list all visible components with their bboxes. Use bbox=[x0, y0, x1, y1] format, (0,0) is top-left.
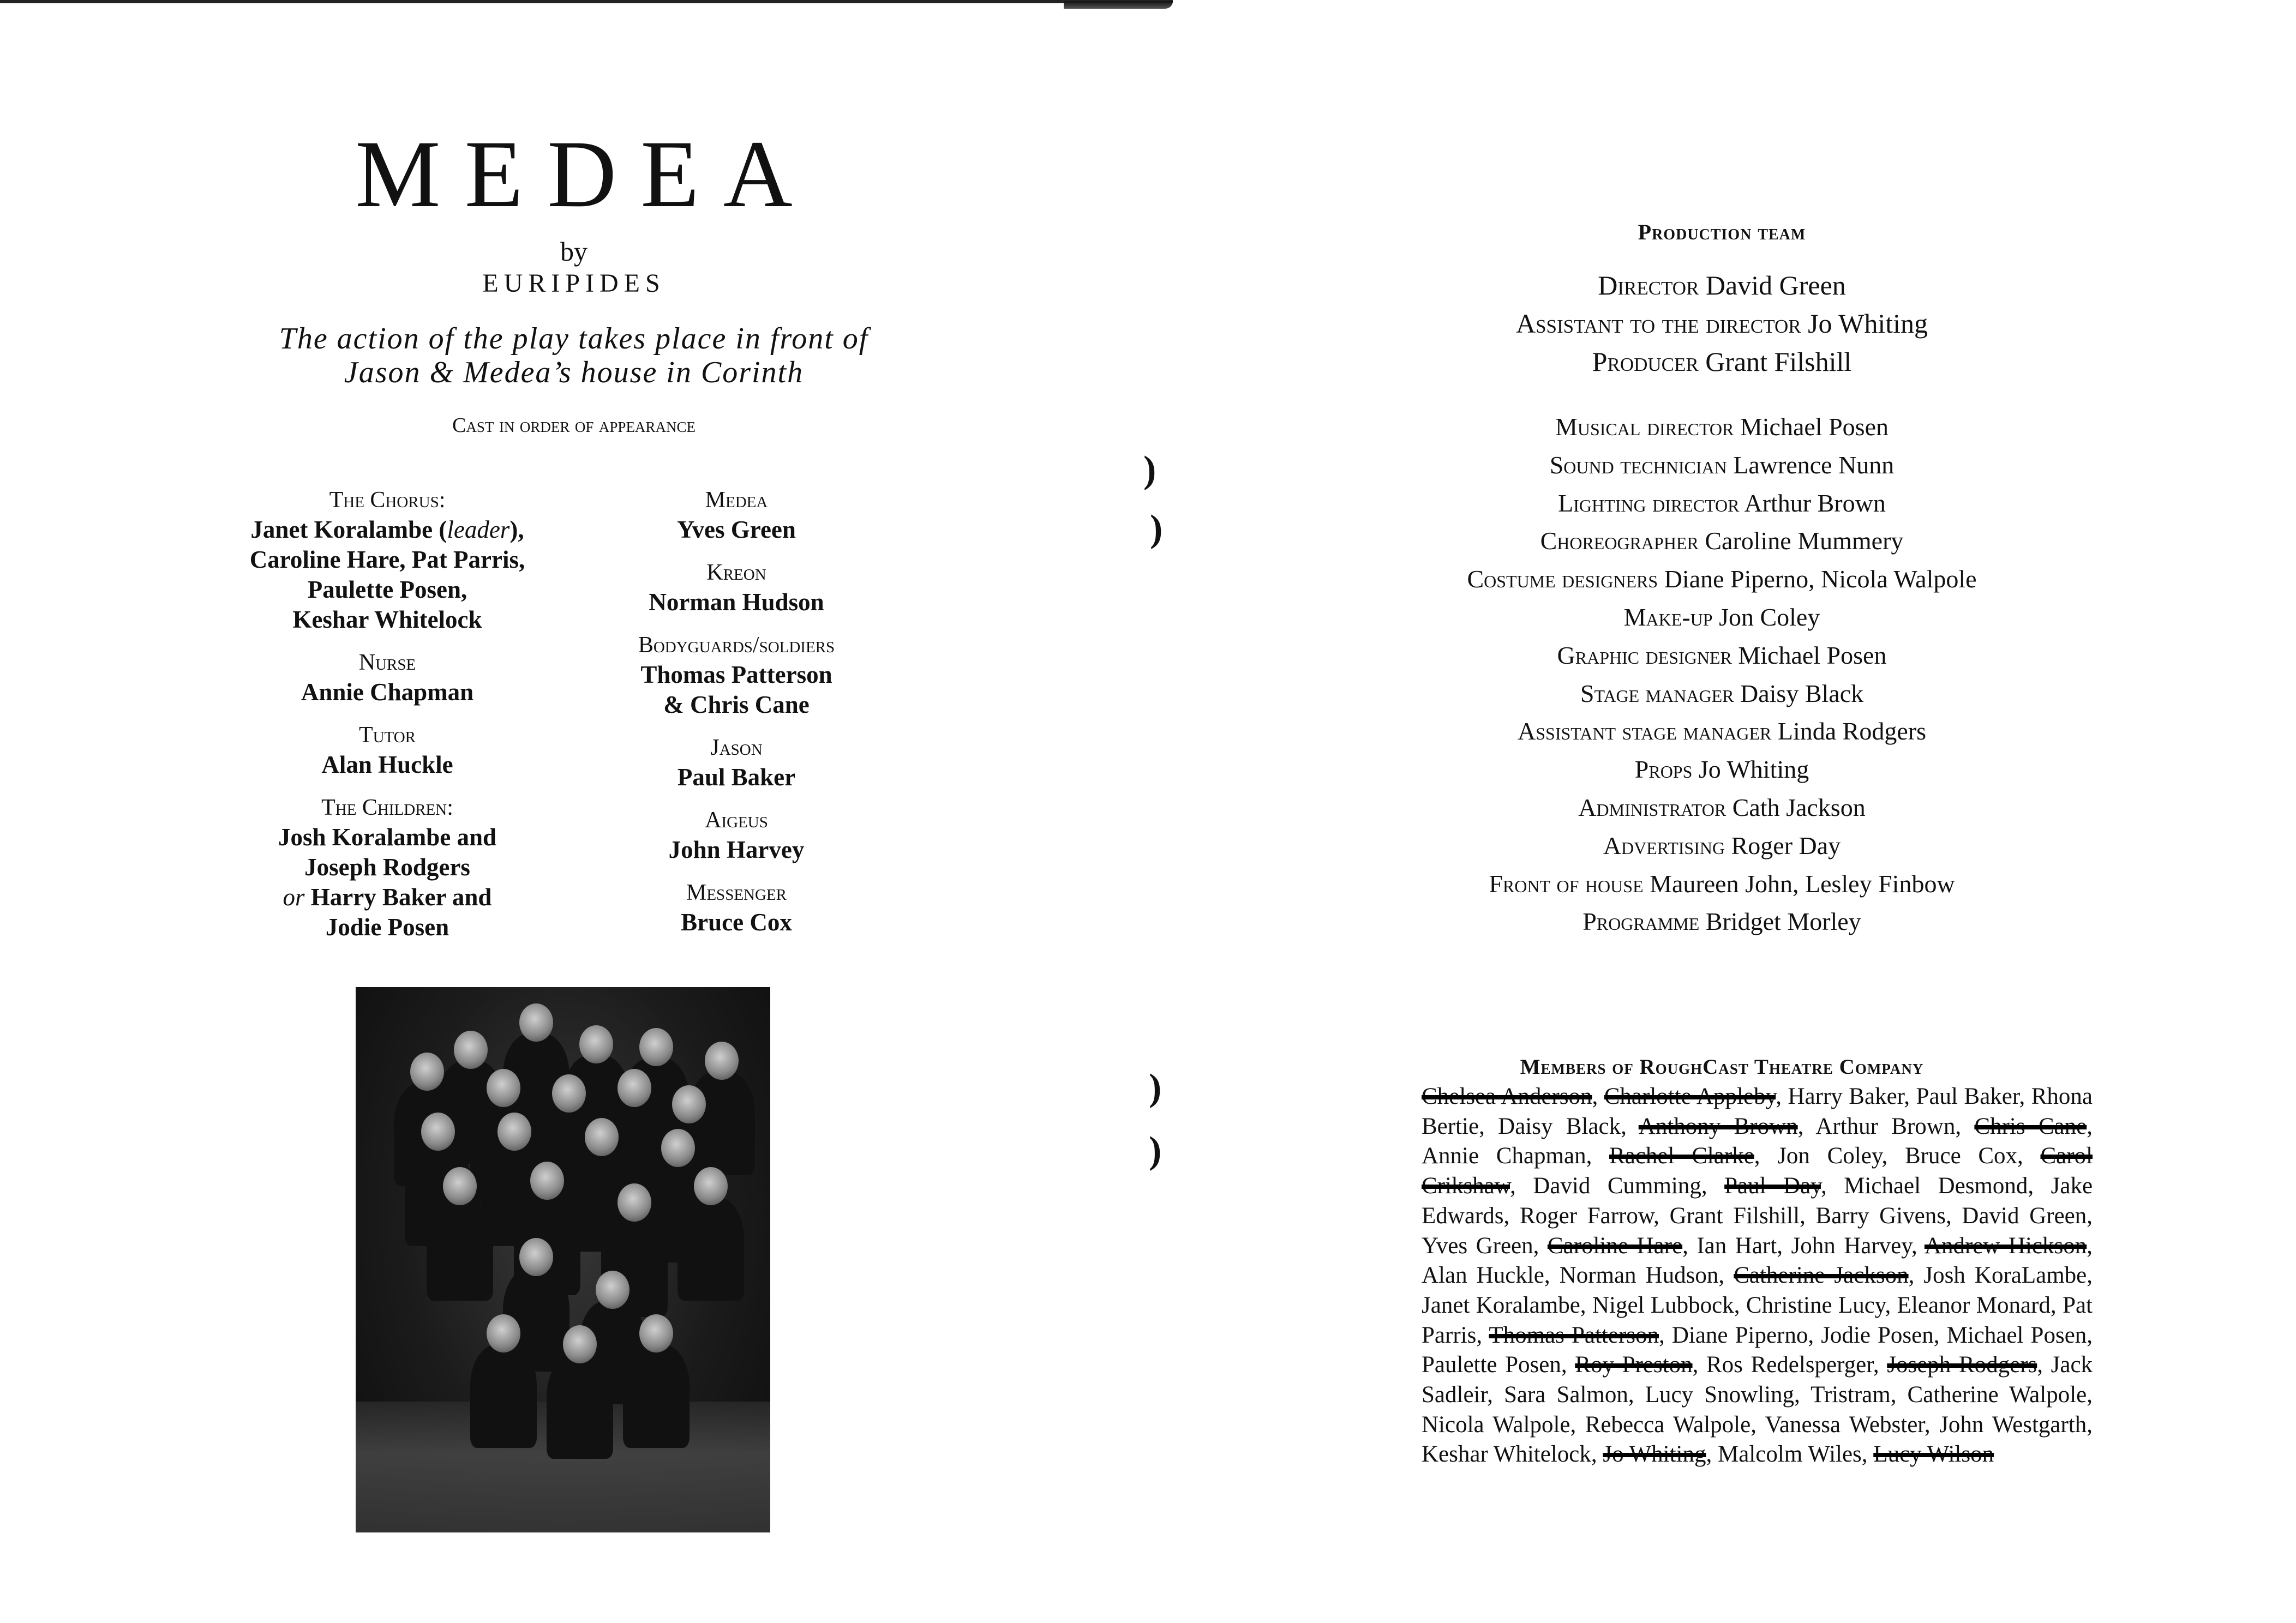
right-page bbox=[1148, 0, 2296, 1623]
member-name: Harry Baker bbox=[1788, 1084, 1904, 1109]
production-name: Arthur Brown bbox=[1744, 489, 1886, 517]
member-name: Nigel Lubbock bbox=[1592, 1292, 1734, 1318]
production-name: Bridget Morley bbox=[1705, 907, 1861, 936]
member-name: Annie Chapman bbox=[1422, 1143, 1586, 1169]
cast-leader-note: leader bbox=[447, 516, 510, 543]
production-name: Lawrence Nunn bbox=[1733, 450, 1895, 479]
binding-mark: ) bbox=[1149, 1129, 1162, 1171]
member-name: Ian Hart bbox=[1696, 1233, 1777, 1259]
cast-actors bbox=[207, 677, 567, 707]
member-name: David Cumming bbox=[1533, 1173, 1701, 1199]
setting-line-2: Jason & Medea’s house in Corinth bbox=[344, 356, 804, 389]
cast-role: Bodyguards/soldiers bbox=[638, 633, 835, 658]
by-line: by bbox=[560, 236, 588, 267]
member-name: Josh KoraLambe bbox=[1923, 1263, 2087, 1289]
production-name: Maureen John, Lesley Finbow bbox=[1650, 869, 1955, 898]
cast-actor-line: Josh Koralambe and bbox=[278, 823, 497, 851]
member-name: Malcolm Wiles bbox=[1718, 1441, 1862, 1468]
production-name: Linda Rodgers bbox=[1777, 717, 1926, 746]
member-name: Jon Coley bbox=[1777, 1143, 1882, 1169]
cast-role: Tutor bbox=[358, 723, 416, 748]
production-role: Choreographer bbox=[1540, 527, 1699, 555]
cast-actors bbox=[584, 587, 889, 617]
cast-actor-line: Norman Hudson bbox=[649, 588, 824, 616]
cast-role: Aigeus bbox=[705, 808, 768, 833]
production-role: Make-up bbox=[1623, 603, 1713, 631]
photo-person-face bbox=[487, 1069, 520, 1107]
cast-actor-line: & Chris Cane bbox=[663, 691, 810, 718]
photo-person-face bbox=[618, 1069, 651, 1107]
member-name: Tristram bbox=[1811, 1382, 1891, 1408]
member-name: Ros Redelsperger bbox=[1706, 1352, 1873, 1378]
production-role: Musical director bbox=[1555, 413, 1734, 441]
photo-person-face bbox=[454, 1031, 488, 1069]
member-name: Bruce Cox bbox=[1905, 1143, 2018, 1169]
member-name: Lucy Wilson bbox=[1873, 1441, 1994, 1468]
member-name: Caroline Hare bbox=[1547, 1233, 1683, 1259]
member-name: Paul Baker bbox=[1916, 1084, 2019, 1109]
member-name: Diane Piperno bbox=[1671, 1322, 1808, 1348]
photo-person-face bbox=[661, 1129, 695, 1167]
author-name: EURIPIDES bbox=[482, 269, 666, 298]
photo-person-face bbox=[443, 1167, 477, 1205]
member-name: Jake Edwards bbox=[1422, 1173, 2093, 1229]
photo-person-face bbox=[585, 1118, 619, 1156]
cast-role: The Children: bbox=[321, 795, 453, 820]
member-name: Catherine Jackson bbox=[1734, 1263, 1909, 1289]
cast-column-left bbox=[207, 485, 567, 955]
production-credit bbox=[1148, 266, 2296, 304]
cast-actors bbox=[207, 750, 567, 780]
photo-person-face bbox=[579, 1025, 613, 1063]
cast-actor-line: Bruce Cox bbox=[681, 909, 792, 936]
member-name: Jo Whiting bbox=[1603, 1441, 1706, 1468]
cast-heading: Cast in order of appearance bbox=[452, 414, 696, 437]
cast-actor-line: Alan Huckle bbox=[321, 751, 453, 778]
photo-person-face bbox=[530, 1162, 564, 1200]
production-credit bbox=[1148, 789, 2296, 827]
member-name: Anthony Brown bbox=[1638, 1113, 1798, 1139]
member-name: Christine Lucy bbox=[1746, 1292, 1885, 1318]
cast-actors bbox=[584, 762, 889, 792]
cast-actor-line: Janet Koralambe (leader), bbox=[250, 516, 524, 543]
production-credit bbox=[1148, 903, 2296, 941]
production-credit bbox=[1148, 865, 2296, 903]
member-name: Eleanor Monard bbox=[1897, 1292, 2051, 1318]
member-name: Paulette Posen bbox=[1422, 1352, 1561, 1378]
cast-actor-line: Thomas Patterson bbox=[640, 661, 832, 688]
member-name: Janet Koralambe bbox=[1422, 1292, 1580, 1318]
cast-actor-line: Jodie Posen bbox=[325, 913, 449, 941]
binding-mark: ) bbox=[1143, 449, 1156, 491]
cast-actor-line: Paul Baker bbox=[677, 764, 796, 791]
production-credit bbox=[1148, 446, 2296, 484]
production-credit bbox=[1148, 712, 2296, 750]
member-name: Sara Salmon bbox=[1503, 1382, 1628, 1408]
member-name: Rachel Clarke bbox=[1609, 1143, 1754, 1169]
cast-role: Medea bbox=[705, 488, 768, 513]
cast-role: Jason bbox=[710, 735, 763, 760]
production-credit bbox=[1148, 750, 2296, 789]
production-name: Daisy Black bbox=[1740, 679, 1864, 707]
member-name: Michael Desmond bbox=[1844, 1173, 2028, 1199]
production-team-crew bbox=[1148, 408, 2296, 941]
photo-person-face bbox=[705, 1042, 739, 1080]
member-name: John Westgarth bbox=[1939, 1411, 2087, 1438]
member-name: Norman Hudson bbox=[1559, 1263, 1719, 1289]
production-role: Advertising bbox=[1603, 831, 1725, 859]
member-name: Catherine Walpole bbox=[1907, 1382, 2087, 1408]
production-name: Jo Whiting bbox=[1808, 308, 1928, 339]
member-name: Jack Sadleir bbox=[1422, 1352, 2093, 1408]
production-name: Grant Filshill bbox=[1705, 346, 1852, 377]
production-name: Roger Day bbox=[1731, 831, 1841, 859]
member-name: David Green bbox=[1962, 1203, 2087, 1229]
member-name: Yves Green bbox=[1422, 1233, 1533, 1259]
production-team-leads bbox=[1148, 266, 2296, 381]
member-name: Barry Givens bbox=[1815, 1203, 1946, 1229]
member-name: Daisy Black bbox=[1498, 1113, 1621, 1139]
production-name: Michael Posen bbox=[1738, 641, 1887, 669]
photo-person-face bbox=[694, 1167, 728, 1205]
member-name: Lucy Snowling bbox=[1645, 1382, 1795, 1408]
member-name: Grant Filshill bbox=[1669, 1203, 1800, 1229]
cast-column-right bbox=[584, 485, 889, 951]
member-name: Carol Crikshaw bbox=[1422, 1143, 2093, 1199]
photo-person-body bbox=[470, 1344, 537, 1448]
cast-actors bbox=[584, 515, 889, 545]
member-name: Charlotte Appleby bbox=[1604, 1084, 1776, 1109]
cast-actors bbox=[584, 835, 889, 865]
production-credit bbox=[1148, 827, 2296, 865]
member-name: John Harvey bbox=[1791, 1233, 1911, 1259]
production-role: Lighting director bbox=[1558, 489, 1740, 517]
member-name: Roy Preston bbox=[1575, 1352, 1693, 1378]
photo-person-face bbox=[639, 1314, 673, 1352]
production-role: Stage manager bbox=[1580, 679, 1734, 707]
photo-person-body bbox=[678, 1197, 744, 1301]
photo-person-face bbox=[672, 1085, 706, 1123]
cast-role: Nurse bbox=[358, 650, 416, 675]
production-credit bbox=[1148, 522, 2296, 560]
production-name: Cath Jackson bbox=[1732, 793, 1866, 821]
photo-person-face bbox=[596, 1271, 630, 1309]
cast-actor-line: Joseph Rodgers bbox=[304, 853, 470, 881]
production-role: Producer bbox=[1592, 346, 1699, 377]
production-role: Assistant to the director bbox=[1515, 308, 1801, 339]
photo-person-body bbox=[427, 1197, 493, 1301]
cast-actor-line: Keshar Whitelock bbox=[292, 606, 482, 633]
production-role: Director bbox=[1598, 270, 1699, 300]
production-team-heading: Production team bbox=[1638, 220, 1806, 244]
setting-line-1: The action of the play takes place in front of bbox=[279, 322, 869, 356]
cast-actor-line: Annie Chapman bbox=[301, 678, 474, 706]
photo-person-face bbox=[497, 1113, 531, 1151]
member-name: Chelsea Anderson bbox=[1422, 1084, 1592, 1109]
photo-person-face bbox=[421, 1113, 455, 1151]
play-title: MEDEA bbox=[355, 121, 817, 227]
member-name: Nicola Walpole bbox=[1422, 1411, 1570, 1438]
production-credit bbox=[1148, 484, 2296, 522]
production-role: Props bbox=[1634, 755, 1693, 784]
production-name: Michael Posen bbox=[1740, 413, 1889, 441]
photo-person-face bbox=[519, 1238, 553, 1276]
production-role: Programme bbox=[1582, 907, 1700, 936]
cast-actors bbox=[584, 907, 889, 937]
member-name: Arthur Brown bbox=[1815, 1113, 1956, 1139]
member-name: Thomas Patterson bbox=[1489, 1322, 1659, 1348]
production-name: Diane Piperno, Nicola Walpole bbox=[1664, 565, 1977, 593]
setting-description bbox=[0, 322, 1148, 389]
member-name: Keshar Whitelock bbox=[1422, 1441, 1591, 1468]
photo-person-face bbox=[410, 1053, 444, 1091]
member-name: Vanessa Webster bbox=[1765, 1411, 1925, 1438]
member-name: Jodie Posen bbox=[1821, 1322, 1934, 1348]
cast-actor-line: Yves Green bbox=[677, 516, 796, 543]
production-name: Caroline Mummery bbox=[1705, 527, 1904, 555]
cast-actor-line: Paulette Posen, bbox=[307, 576, 467, 603]
binding-mark: ) bbox=[1149, 1067, 1162, 1109]
production-credit bbox=[1148, 636, 2296, 675]
cast-actor-line: or Harry Baker and bbox=[283, 883, 492, 911]
member-name: Rebecca Walpole bbox=[1585, 1411, 1751, 1438]
production-role: Administrator bbox=[1578, 793, 1727, 821]
member-name: Rhona Bertie bbox=[1422, 1084, 2093, 1139]
binding-mark: ) bbox=[1150, 508, 1163, 550]
member-name: Michael Posen bbox=[1946, 1322, 2087, 1348]
photo-person-face bbox=[552, 1074, 586, 1113]
photo-person-face bbox=[639, 1028, 673, 1066]
cast-actors bbox=[207, 515, 567, 635]
production-role: Front of house bbox=[1489, 869, 1644, 898]
production-role: Sound technician bbox=[1549, 450, 1727, 479]
member-name: Andrew Hickson bbox=[1924, 1233, 2087, 1259]
members-heading: Members of RoughCast Theatre Company bbox=[1520, 1055, 1924, 1079]
members-list: Chelsea Anderson, Charlotte Appleby, Harry Baker, Paul Baker, Rhona Bertie, Daisy Black, Anthony Brown, Arthur Brown, Chris Cane, Annie Chapman, Rachel Clarke, Jon Coley, Bruce Cox, Carol Crikshaw, David Cumming, Paul Day, Michael Desmond, Jake Edwards, Roger Farrow, Grant Filshill, Barry Givens, David Green, Yves Green, Caroline Hare, Ian Hart, John Harvey, Andrew Hickson, Alan Huckle, Norman Hudson, Catherine Jackson, Josh KoraLambe, Janet Koralambe, Nigel Lubbock, Christine Lucy, Eleanor Monard, Pat Parris, Thomas Patterson, Diane Piperno, Jodie Posen, Michael Posen, Paulette Posen, Roy Preston, Ros Redelsperger, Joseph Rodgers, Jack Sadleir, Sara Salmon, Lucy Snowling, Tristram, Catherine Walpole, Nicola Walpole, Rebecca Walpole, Vanessa Webster, John Westgarth, Keshar Whitelock, Jo Whiting, Malcolm Wiles, Lucy Wilson bbox=[1422, 1084, 2093, 1468]
photo-person-face bbox=[618, 1183, 651, 1222]
photo-person-body bbox=[547, 1355, 613, 1459]
production-role: Assistant stage manager bbox=[1518, 717, 1772, 746]
photo-person-body bbox=[623, 1344, 690, 1448]
cast-role: Kreon bbox=[706, 560, 766, 585]
cast-role: Messenger bbox=[686, 880, 787, 905]
member-name: Chris Cane bbox=[1974, 1113, 2087, 1139]
member-name: Roger Farrow bbox=[1519, 1203, 1654, 1229]
photo-person-face bbox=[487, 1314, 520, 1352]
member-name: Paul Day bbox=[1724, 1173, 1821, 1199]
production-name: Jo Whiting bbox=[1698, 755, 1809, 784]
production-name: Jon Coley bbox=[1719, 603, 1820, 631]
cast-group-photo bbox=[356, 987, 770, 1532]
production-credit bbox=[1148, 304, 2296, 342]
production-credit bbox=[1148, 675, 2296, 713]
cast-role: The Chorus: bbox=[329, 488, 446, 513]
cast-actors bbox=[584, 660, 889, 720]
photo-person-face bbox=[563, 1325, 597, 1363]
production-credit bbox=[1148, 408, 2296, 446]
production-credit bbox=[1148, 342, 2296, 381]
photo-person-face bbox=[519, 1003, 553, 1042]
member-name: Alan Huckle bbox=[1422, 1263, 1544, 1289]
production-credit bbox=[1148, 598, 2296, 636]
member-name: Joseph Rodgers bbox=[1887, 1352, 2037, 1378]
cast-actors bbox=[207, 822, 567, 942]
production-role: Graphic designer bbox=[1557, 641, 1732, 669]
production-credit bbox=[1148, 560, 2296, 598]
cast-actor-line: Caroline Hare, Pat Parris, bbox=[249, 546, 525, 573]
member-name: Pat Parris bbox=[1422, 1292, 2093, 1348]
production-name: David Green bbox=[1705, 270, 1846, 300]
production-role: Costume designers bbox=[1467, 565, 1658, 593]
cast-actor-line: John Harvey bbox=[668, 836, 805, 863]
cast-or-word: or bbox=[283, 883, 305, 911]
